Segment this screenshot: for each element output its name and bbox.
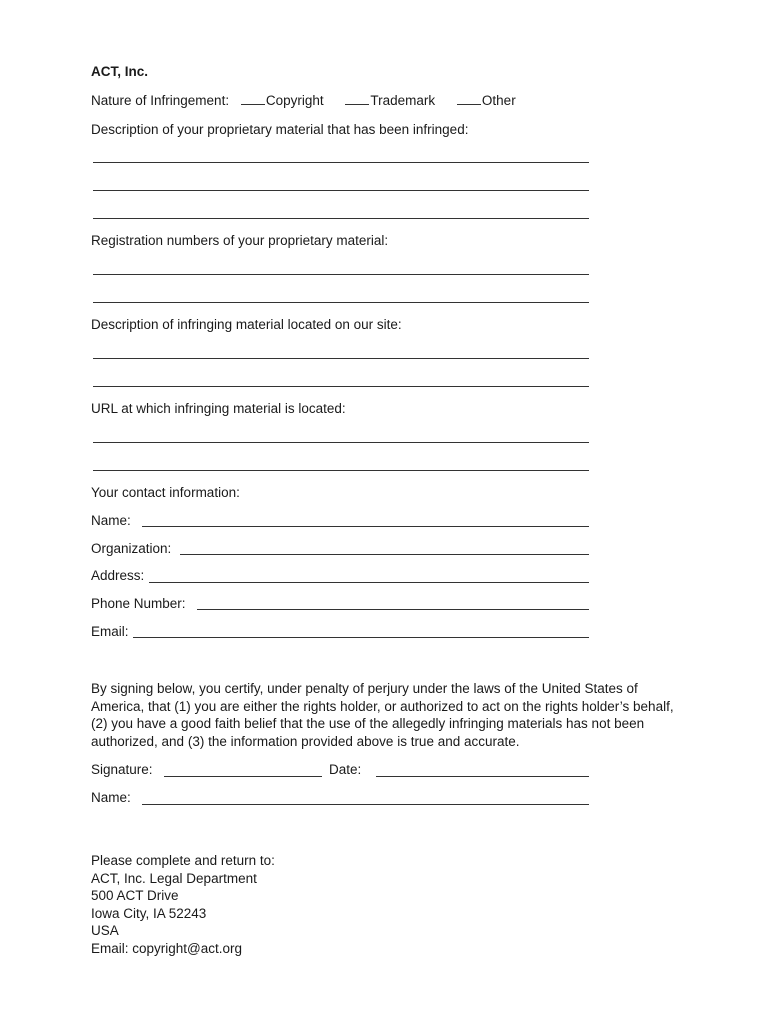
infringing-description-label: Description of infringing material located on our site: — [91, 317, 402, 332]
infringing-description-line-2[interactable] — [93, 386, 589, 387]
signature-name-label: Name: — [91, 790, 131, 805]
proprietary-description-line-3[interactable] — [93, 218, 589, 219]
address-label: Address: — [91, 568, 145, 583]
proprietary-description-line-2[interactable] — [93, 190, 589, 191]
option-copyright[interactable]: Copyright — [241, 93, 324, 108]
url-label: URL at which infringing material is located: — [91, 401, 346, 416]
date-field[interactable] — [376, 776, 589, 777]
return-email: Email: copyright@act.org — [91, 940, 243, 956]
address-field[interactable] — [149, 582, 589, 583]
phone-field[interactable] — [197, 609, 589, 610]
registration-line-1[interactable] — [93, 274, 589, 275]
certification-paragraph: By signing below, you certify, under penalty of perjury under the laws of the United States of America, that (1) you are either the rights holder, or authorized to act on the rights holder’s behalf, (2) you have a good faith belief that the use of the allegedly infringing materials has not been authorized, and (3) the information provided above is true and accurate. — [91, 681, 674, 749]
option-trademark[interactable]: Trademark — [345, 93, 435, 108]
contact-information-label: Your contact information: — [91, 485, 240, 500]
email-field[interactable] — [133, 637, 589, 638]
registration-line-2[interactable] — [93, 302, 589, 303]
proprietary-description-label: Description of your proprietary material that has been infringed: — [91, 122, 469, 137]
date-label: Date: — [329, 762, 362, 777]
org-title: ACT, Inc. — [91, 64, 149, 79]
option-other[interactable]: Other — [457, 93, 516, 108]
return-street: 500 ACT Drive — [91, 888, 179, 904]
nature-of-infringement-row — [91, 93, 516, 108]
contact-name-label: Name: — [91, 513, 131, 528]
phone-label: Phone Number: — [91, 596, 186, 611]
url-line-1[interactable] — [93, 442, 589, 443]
registration-label: Registration numbers of your proprietary material: — [91, 233, 389, 248]
return-city: Iowa City, IA 52243 — [91, 905, 207, 921]
proprietary-description-line-1[interactable] — [93, 162, 589, 163]
return-department: ACT, Inc. Legal Department — [91, 870, 257, 886]
signature-field[interactable] — [164, 776, 322, 777]
return-intro: Please complete and return to: — [91, 853, 275, 868]
signature-label: Signature: — [91, 762, 153, 777]
url-line-2[interactable] — [93, 470, 589, 471]
return-address-block — [91, 852, 275, 958]
organization-label: Organization: — [91, 541, 172, 556]
signature-name-field[interactable] — [142, 804, 589, 805]
return-country: USA — [91, 923, 119, 939]
email-label: Email: — [91, 624, 129, 639]
infringing-description-line-1[interactable] — [93, 358, 589, 359]
nature-label: Nature of Infringement: — [91, 93, 230, 108]
organization-field[interactable] — [180, 554, 589, 555]
contact-name-field[interactable] — [142, 526, 589, 527]
